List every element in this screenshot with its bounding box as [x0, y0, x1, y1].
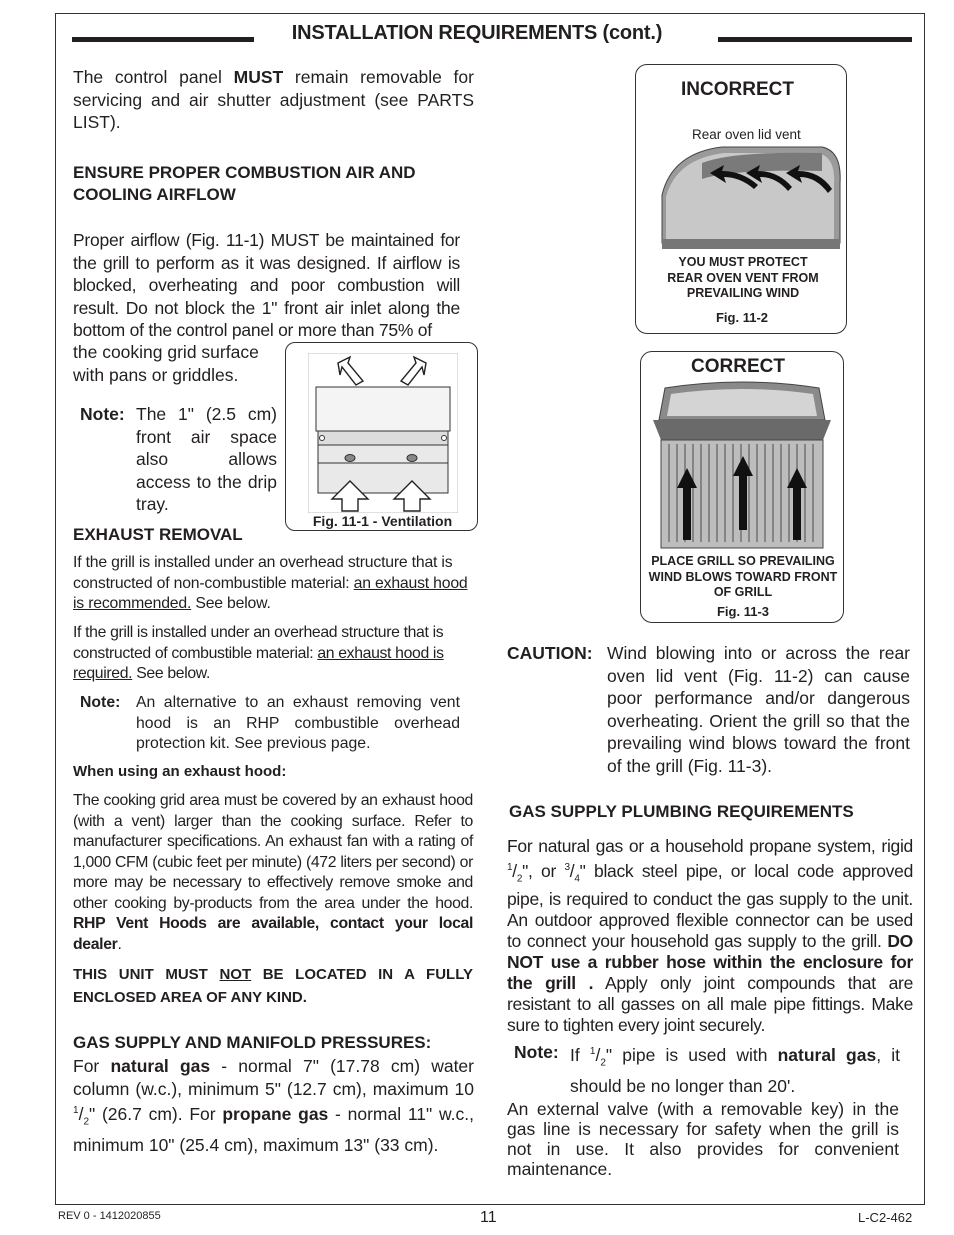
figure-11-3-correct [640, 351, 844, 623]
plumbing-heading: GAS SUPPLY PLUMBING REQUIREMENTS [509, 802, 854, 821]
grill-lid-illustration [642, 143, 842, 253]
airflow-body-continued: the cooking grid surface with pans or griddles. [73, 342, 259, 385]
figure-11-2-label: Fig. 11-2 [715, 310, 769, 325]
incorrect-title: INCORRECT [681, 79, 794, 100]
footer-page-number: 11 [480, 1209, 497, 1226]
figure-11-1-caption: Fig. 11-1 - Ventilation [312, 513, 453, 529]
vent-label: Rear oven lid vent [692, 127, 801, 142]
correct-title: CORRECT [691, 356, 785, 377]
grill-open-illustration [647, 380, 837, 550]
hood-body: The cooking grid area must be covered by an exhaust hood (with a vent) larger than the cooking surface. Refer to manufacturer specifications. An exhaust fan with a rating of 1,000 CFM (cubic feet per minute) (472 liters per second) or more may be necessary to effectively remove smoke and other cooking by-products from the area under the hood. RHP Vent Hoods are available, contact your local dealer. [73, 792, 473, 953]
pressure-heading: GAS SUPPLY AND MANIFOLD PRESSURES: [73, 1033, 432, 1052]
intro-paragraph: The control panel MUST remain removable for servicing and air shutter adjustment (see PARTS LIST). [73, 67, 474, 132]
figure-11-1 [285, 342, 478, 531]
caution-block: CAUTION: Wind blowing into or across the rear oven lid vent (Fig. 11-2) can cause poor performance and/or dangerous overheating. Orient the grill so that the prevailing wind blows toward the front of the grill (Fig. 11-3). [507, 643, 910, 776]
exhaust-paragraph-2: If the grill is installed under an overhead structure that is constructed of combustible material: an exhaust hood is required. See below. [73, 624, 444, 682]
note-pipe-length: Note: If $^1/_2$" pipe is used with natural gas, it should be no longer than 20'. [514, 1042, 900, 1096]
correct-caption: PLACE GRILL SO PREVAILING WIND BLOWS TOWARD FRONT OF GRILL [648, 554, 838, 599]
airflow-heading: ENSURE PROPER COMBUSTION AIR AND COOLING AIRFLOW [73, 163, 416, 204]
figure-11-3-label: Fig. 11-3 [716, 604, 770, 619]
footer-code: L-C2-462 [858, 1210, 913, 1225]
valve-paragraph: An external valve (with a removable key) in the gas line is necessary for safety when the grill is not in use. It also provides for convenient maintenance. [507, 1099, 899, 1179]
exhaust-heading: EXHAUST REMOVAL [73, 525, 243, 544]
plumbing-body: For natural gas or a household propane system, rigid $^1/_2$", or $^3/_4$" black steel pipe, or local code approved pipe, is required to conduct the gas supply to the unit. An outdoor approved flexible connector can be used to connect your household gas supply to the grill. DO NOT use a rubber hose within the enclosure for the grill . Apply only joint compounds that are resistant to all gasses on all male pipe fittings. Make sure to tighten every joint securely. [507, 836, 913, 1036]
note-rhp-kit: Note: An alternative to an exhaust removing vent hood is an RHP combustible overhead protection kit. See previous page. [80, 694, 460, 752]
incorrect-caption: YOU MUST PROTECT REAR OVEN VENT FROM PREVAILING WIND [667, 255, 819, 300]
exhaust-paragraph-1: If the grill is installed under an overhead structure that is constructed of non-combustible material: an exhaust hood is recommended. See below. [73, 554, 468, 612]
pressure-body: For natural gas - normal 7" (17.78 cm) water column (w.c.), minimum 5" (12.7 cm), maximum 10 $^1/_2$" (26.7 cm). For propane gas - normal 11" w.c., minimum 10" (25.4 cm), maximum 13" (33 cm). [73, 1056, 474, 1155]
ventilation-diagram [308, 353, 458, 513]
footer-revision: REV 0 - 1412020855 [58, 1210, 161, 1222]
page-title: INSTALLATION REQUIREMENTS (cont.) [291, 22, 663, 44]
hood-heading: When using an exhaust hood: [73, 763, 287, 780]
enclosure-warning: THIS UNIT MUST NOT BE LOCATED IN A FULLY ENCLOSED AREA OF ANY KIND. [73, 966, 473, 1006]
airflow-body: Proper airflow (Fig. 11-1) MUST be maintained for the grill to perform as it was designed. If airflow is blocked, overheating and poor combustion will result. Do not block the 1" front air inlet along the bottom of the control panel or more than 75% of [73, 230, 460, 340]
figure-11-2-incorrect [635, 64, 847, 334]
note-front-air: Note: The 1" (2.5 cm) front air space also allows access to the drip tray. [80, 404, 277, 514]
